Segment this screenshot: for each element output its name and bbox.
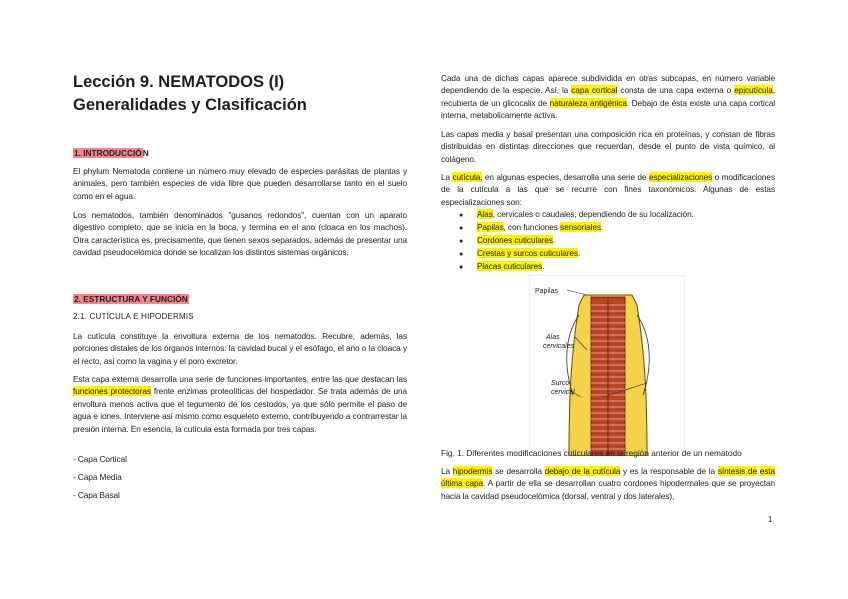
subsection-heading: 2.1. CUTÍCULA E HIPODERMIS	[73, 312, 194, 321]
bullet-icon: ●	[459, 251, 464, 258]
label-alas: Alas	[546, 334, 560, 341]
label-cervicales: cervicales	[543, 343, 575, 350]
nematode-figure	[529, 275, 685, 456]
page-title: Lección 9. NEMATODOS (I)	[73, 73, 285, 91]
paragraph-capas: Cada una de dichas capas aparece subdividida en otras subcapas, en número variable dependiendo de la especie. Así, la capa cortical consta de una capa externa o epicutícula, recubierta de un glicocalix de naturaleza antigénica. Debajo de ésta existe una capa cortical interna, metabolicamente activa.	[441, 73, 775, 121]
paragraph-hipodermis: La hipodermis se desarrolla debajo de la cutícula y es la responsable de la síntesis de esta última capa. A partir de ella se desarrollan cuatro cordones hipodermales que se proyectan hacia la cavidad pseudocelómica (dorsal, ventral y dos laterales),	[441, 466, 775, 501]
layer-item: - Capa Basal	[73, 490, 120, 500]
list-item: ● Cordones cuticulares.	[459, 234, 555, 248]
label-surco: Surco	[551, 380, 570, 387]
bullet-icon: ●	[459, 225, 464, 232]
bullet-icon: ●	[459, 212, 464, 219]
page-subtitle: Generalidades y Clasificación	[73, 96, 307, 114]
list-item: ● Crestas y surcos cuticulares.	[459, 247, 580, 261]
layer-item: - Capa Media	[73, 472, 122, 482]
figure-caption: Fig. 1. Diferentes modificaciones cuticulares en la región anterior de un nematodo	[441, 448, 742, 458]
page-number: 1	[768, 515, 773, 524]
label-papilas: Papilas	[535, 288, 558, 295]
bullet-icon: ●	[459, 238, 464, 245]
list-item: ● Papilas, con funciones sensoriales.	[459, 221, 603, 235]
bullet-icon: ●	[459, 264, 464, 271]
paragraph-cuticula-1: La cutícula constituye la envoltura externa de los nematodos. Recubre, además, las porciones distales de los órganos internos: la cavidad bucal y el esófago, el ano o la cloaca y el recto, así como la vagina y el poro excretor.	[73, 331, 407, 366]
list-item: ● Placas cuticulares.	[459, 260, 544, 274]
paragraph-cuticula-2: Esta capa externa desarrolla una serie de funciones importantes, entre las que destacan las funciones protectoras frente enzimas proteolíticas del hospedador. Se trata además de una envoltura menos activa que el tegumento de los cestodos, ya que sólo permite el paso de agua e iones. Interviene así mismo como esqueleto externo, contribuyendo a contrarrestar la presión interna. En esencia, la cutícula esta formada por tres capas.	[73, 374, 407, 434]
paragraph-capas-media-basal: Las capas media y basal presentan una composición rica en proteínas, y constan de fibras distribuidas en distintas direcciones que recuerdan, desde el punto de vista químico, al colágeno.	[441, 129, 775, 164]
paragraph-intro-1: El phylum Nematoda contiene un número muy elevado de especies parásitas de plantas y animales, pero también especies de vida libre que pueden desarrollarse tanto en el suelo como en el agua.	[73, 166, 407, 201]
list-item: ● Alas, cervicales o caudales, dependiendo de su localización.	[459, 208, 694, 222]
section-heading-estructura: 2. ESTRUCTURA Y FUNCIÓN	[74, 294, 188, 304]
label-cervical: cervical	[551, 389, 575, 396]
section-heading-introduccion: 1. INTRODUCCIÓN	[74, 148, 149, 158]
layer-item: - Capa Cortical	[73, 454, 127, 464]
paragraph-intro-2: Los nematodos, también denominados "gusanos redondos", cuentan con un aparato digestivo completo, que se inicia en la boca, y termina en el ano (cloaca en los machos). Otra característica es, precisamente, que tienen sexos separados, además de presentar una cavidad pseudocelómica donde se localizan los distintos sistemas orgánicos.	[73, 210, 407, 258]
paragraph-especializaciones: La cutícula, en algunas especies, desarrolla una serie de especializaciones o modificaciones de la cutícula a las que se recurre con fines taxonómicos. Algunas de estas especializaciones son:	[441, 172, 775, 207]
